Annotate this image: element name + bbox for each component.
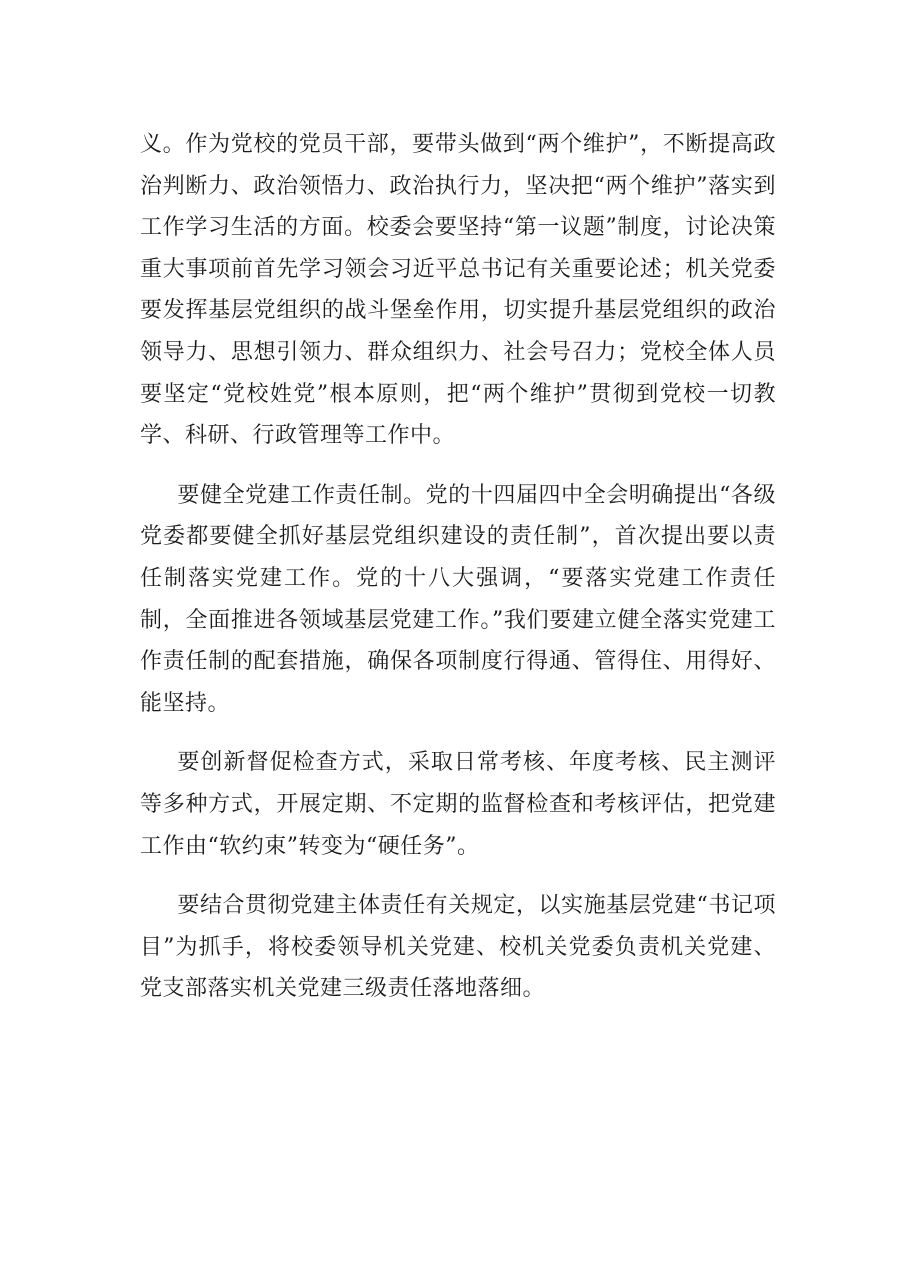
paragraph-continuation: 义。作为党校的党员干部，要带头做到“两个维护”，不断提高政治判断力、政治领悟力、政治执行力，坚决把“两个维护”落实到工作学习生活的方面。校委会要坚持“第一议题”制度，讨论决策重大事项前首先学习领会习近平总书记有关重要论述；机关党委要发挥基层党组织的战斗堡垒作用，切实提升基层党组织的政治领导力、思想引领力、群众组织力、社会号召力；党校全体人员要坚定“党校姓党”根本原则，把“两个维护”贯彻到党校一切教学、科研、行政管理等工作中。 [140, 132, 776, 449]
document-body [140, 124, 776, 1010]
paragraph-supervision-methods: 要创新督促检查方式，采取日常考核、年度考核、民主测评等多种方式，开展定期、不定期的监督检查和考核评估，把党建工作由“软约束”转变为“硬任务”。 [140, 750, 776, 859]
paragraph-secretary-project: 要结合贯彻党建主体责任有关规定，以实施基层党建“书记项目”为抓手，将校委领导机关党建、校机关党委负责机关党建、党支部落实机关党建三级责任落地落细。 [140, 893, 776, 1002]
paragraph-responsibility-system: 要健全党建工作责任制。党的十四届四中全会明确提出“各级党委都要健全抓好基层党组织建设的责任制”，首次提出要以责任制落实党建工作。党的十八大强调，“要落实党建工作责任制，全面推进各领域基层党建工作。”我们要建立健全落实党建工作责任制的配套措施，确保各项制度行得通、管得住、用得好、能坚持。 [140, 482, 776, 716]
